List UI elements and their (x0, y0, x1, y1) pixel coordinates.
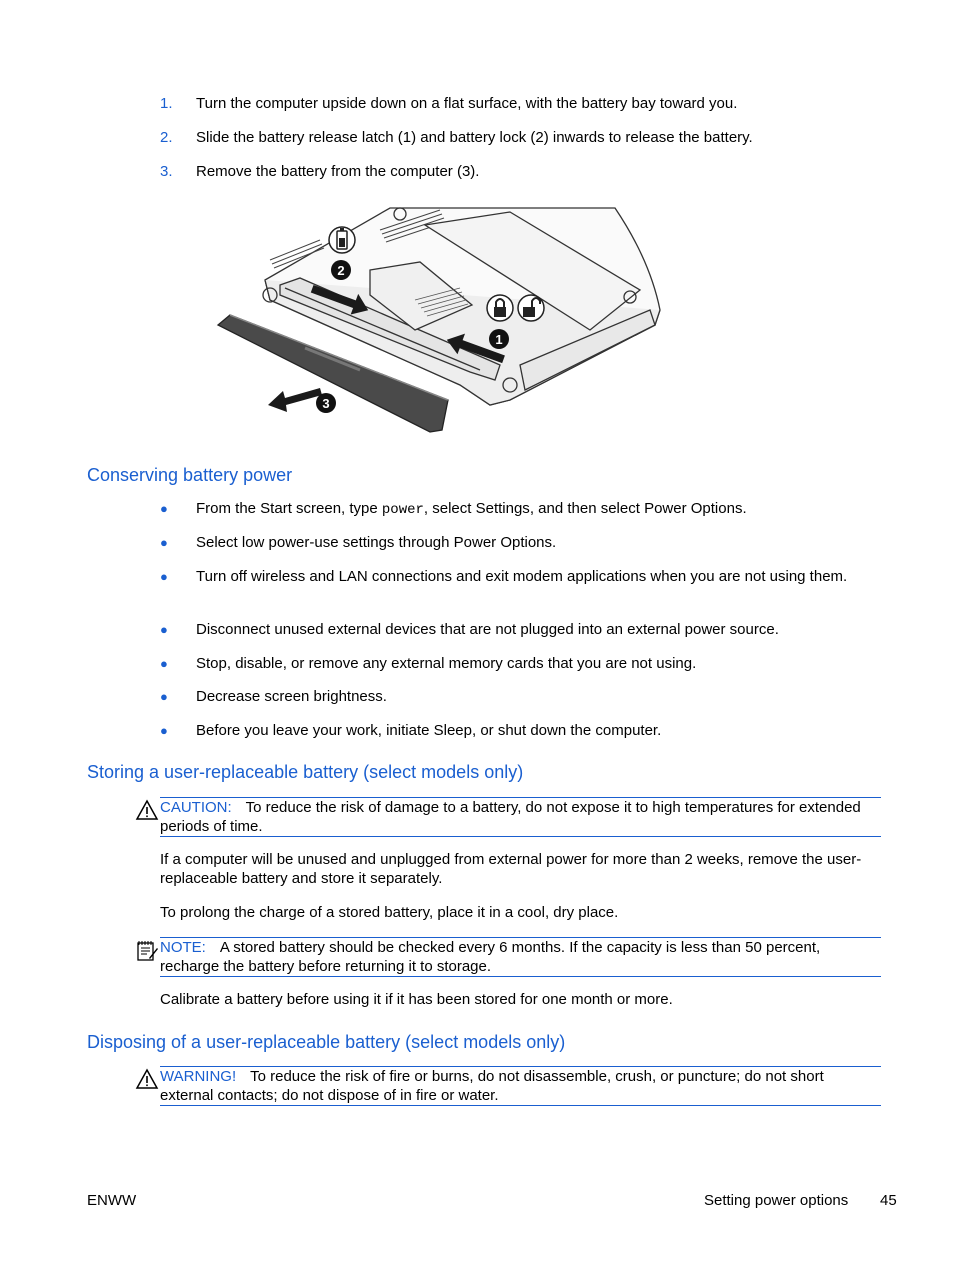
ui-term: Power Options (644, 500, 743, 517)
step-text: Slide the battery release latch (1) and battery lock (2) inwards to release the battery. (196, 129, 753, 146)
note-box (160, 937, 881, 977)
warning-text: To reduce the risk of fire or burns, do not disassemble, crush, or puncture; do not short external contacts; do not dispose of in fire or water. (160, 1068, 824, 1104)
caution-label: CAUTION: (160, 799, 232, 816)
section-heading-storing: Storing a user-replaceable battery (select models only) (87, 762, 524, 782)
footer-section: Setting power options (704, 1192, 849, 1209)
bullet-icon: ● (160, 656, 168, 671)
paragraph: If a computer will be unused and unplugged from external power for more than 2 weeks, remove the user-replaceable battery and store it separately. (160, 851, 862, 887)
step-number: 3. (160, 163, 173, 180)
warning-label: WARNING! (160, 1068, 237, 1085)
caution-box (160, 797, 881, 837)
caution-text: To reduce the risk of damage to a battery, do not expose it to high temperatures for extended periods of time. (160, 799, 861, 835)
callout-2-marker (331, 260, 351, 280)
battery-icon (329, 227, 355, 253)
code-term: power (381, 502, 424, 518)
bullet-icon: ● (160, 569, 168, 584)
bullet-icon: ● (160, 501, 168, 516)
note-text: A stored battery should be checked every 6 months. If the capacity is less than 50 percent, recharge the battery before returning it to storage. (160, 939, 821, 975)
footer-left: ENWW (87, 1192, 137, 1209)
bullet-icon: ● (160, 689, 168, 704)
note-icon (135, 940, 159, 962)
section-heading-disposing: Disposing of a user-replaceable battery (select models only) (87, 1032, 566, 1052)
bullet-icon: ● (160, 723, 168, 738)
svg-text:2: 2 (337, 263, 345, 278)
ui-term: Settings (475, 500, 530, 517)
bullet-icon: ● (160, 622, 168, 637)
step-number: 2. (160, 129, 173, 146)
callout-ref: (2) (530, 129, 549, 146)
warning-icon (135, 1068, 159, 1090)
paragraph: Calibrate a battery before using it if it has been stored for one month or more. (160, 991, 673, 1008)
step-number: 1. (160, 95, 173, 112)
warning-box (160, 1066, 881, 1106)
unlock-icon (518, 295, 544, 321)
svg-text:3: 3 (322, 396, 330, 411)
callout-3-marker (316, 393, 336, 413)
caution-icon (135, 799, 159, 821)
callout-ref: (1) (397, 129, 417, 146)
callout-ref: (3) (456, 163, 476, 180)
callout-1-marker (489, 329, 509, 349)
note-label: NOTE: (160, 939, 206, 956)
step-text: Turn the computer upside down on a flat surface, with the battery bay toward you. (196, 95, 738, 112)
bullet-icon: ● (160, 535, 168, 550)
svg-text:1: 1 (495, 332, 503, 347)
lock-icon (487, 295, 513, 321)
battery-removal-figure (210, 200, 670, 440)
page-number: 45 (880, 1192, 897, 1209)
paragraph: To prolong the charge of a stored battery, place it in a cool, dry place. (160, 904, 619, 921)
step-text: Remove the battery from the computer (3). (196, 163, 480, 180)
section-heading-conserving: Conserving battery power (87, 465, 293, 485)
